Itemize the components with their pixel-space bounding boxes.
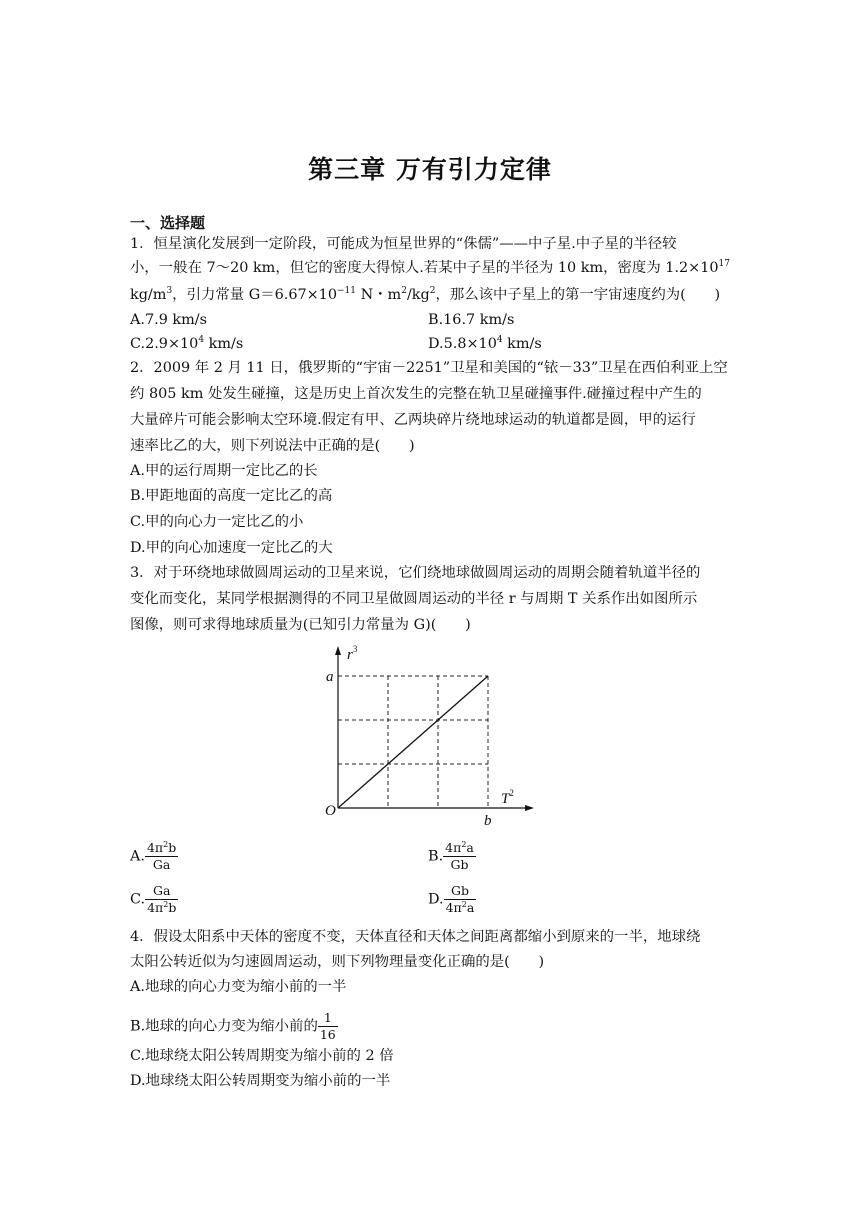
- q3-option-d: D. $\frac{Gb}{4\pi^2a}$: [428, 883, 475, 915]
- q4-option-b: B.地球的向心力变为缩小前的 $\frac{1}{16}$: [130, 1010, 336, 1042]
- q3-option-b: B. $\frac{4\pi^2a}{Gb}$: [428, 840, 474, 872]
- q4-line-2: 太阳公转近似为匀速圆周运动，则下列物理量变化正确的是( ): [130, 954, 545, 970]
- r3-t2-graph: [325, 645, 535, 830]
- q2-line-4: 速率比乙的大，则下列说法中正确的是( ): [130, 438, 415, 454]
- q2-option-c: C.甲的向心力一定比乙的小: [130, 514, 304, 530]
- q1-line-3: $kg/m^3$，引力常量 $G=6.67\times 10^{-11}$ N・$m^2/kg^2$，那么该中子星上的第一宇宙速度约为( ): [130, 286, 721, 303]
- q2-option-b: B.甲距地面的高度一定比乙的高: [130, 488, 333, 504]
- x-axis-label: $T^2$: [501, 788, 514, 807]
- y-tick-label-a: a: [326, 669, 334, 685]
- graph-axes: [338, 650, 530, 808]
- q4-option-a: A.地球的向心力变为缩小前的一半: [130, 979, 347, 995]
- x-axis-arrow-icon: [525, 805, 534, 811]
- q1-option-c: $C.2.9\times 10^4$ km/s: [130, 335, 244, 352]
- chapter-title: 第三章 万有引力定律: [308, 155, 552, 184]
- q1-option-d: $D.5.8\times 10^4$ km/s: [428, 335, 542, 352]
- q2-line-2: 约 805 km 处发生碰撞，这是历史上首次发生的完整在轨卫星碰撞事件.碰撞过程中产生的: [130, 386, 702, 402]
- q3-option-c: C. $\frac{Ga}{4\pi^2b}$: [130, 883, 177, 915]
- q2-option-a: A.甲的运行周期一定比乙的长: [130, 463, 318, 479]
- y-axis-arrow-icon: [335, 646, 341, 655]
- q1-line-1: 1．恒星演化发展到一定阶段，可能成为恒星世界的“侏儒”——中子星.中子星的半径较: [130, 236, 677, 252]
- graph-data-line: [338, 676, 488, 808]
- q2-line-1: 2．2009 年 2 月 11 日，俄罗斯的“宇宙－2251”卫星和美国的“铱－33”卫星在西伯利亚上空: [130, 360, 728, 376]
- section-heading: 一、选择题: [130, 214, 206, 232]
- q1-line-2: 小，一般在 7～20 km，但它的密度大得惊人.若某中子星的半径为 10 km，密度为 $1.2\times 10^{17}$: [130, 259, 730, 276]
- q4-option-c: C.地球绕太阳公转周期变为缩小前的 2 倍: [130, 1048, 394, 1064]
- q3-option-a: A. $\frac{4\pi^2b}{Ga}$: [130, 840, 177, 872]
- q2-option-d: D.甲的向心加速度一定比乙的大: [130, 540, 333, 556]
- q3-line-1: 3．对于环绕地球做圆周运动的卫星来说，它们绕地球做圆周运动的周期会随着轨道半径的: [130, 565, 701, 581]
- q4-option-d: D.地球绕太阳公转周期变为缩小前的一半: [130, 1073, 391, 1089]
- q4-line-1: 4．假设太阳系中天体的密度不变，天体直径和天体之间距离都缩小到原来的一半，地球绕: [130, 929, 701, 945]
- q2-line-3: 大量碎片可能会影响太空环境.假定有甲、乙两块碎片绕地球运动的轨道都是圆，甲的运行: [130, 412, 696, 428]
- x-tick-label-b: b: [484, 813, 492, 829]
- q1-option-a: A.7.9 km/s: [130, 312, 208, 328]
- q3-line-2: 变化而变化，某同学根据测得的不同卫星做圆周运动的半径 r 与周期 T 关系作出如图所示: [130, 591, 698, 607]
- origin-label: O: [325, 803, 336, 819]
- q1-option-b: B.16.7 km/s: [428, 312, 515, 328]
- q3-line-3: 图像，则可求得地球质量为(已知引力常量为 G)( ): [130, 617, 471, 633]
- y-axis-label: $r^3$: [347, 645, 358, 663]
